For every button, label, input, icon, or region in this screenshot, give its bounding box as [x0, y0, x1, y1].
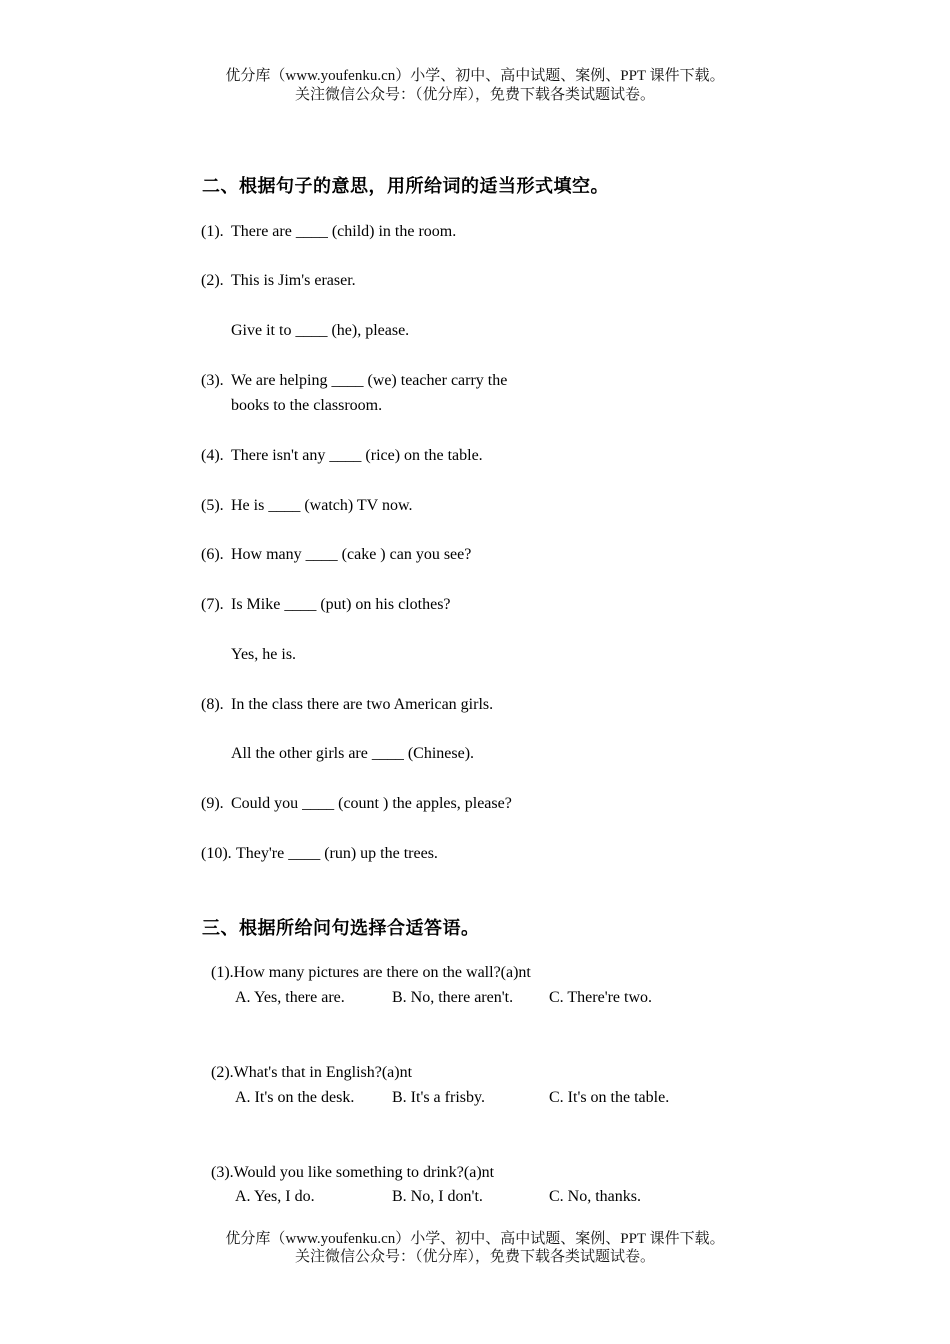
- option-a: A. Yes, there are.: [235, 989, 345, 1006]
- item-number: (7).: [201, 596, 224, 613]
- item-number: (3).: [201, 372, 224, 389]
- item-text: How many ____ (cake ) can you see?: [231, 546, 472, 563]
- item-text: Could you ____ (count ) the apples, please?: [231, 795, 512, 812]
- item-number: (6).: [201, 546, 224, 563]
- item-text: books to the classroom.: [231, 397, 383, 414]
- item-text: Give it to ____ (he), please.: [231, 322, 410, 339]
- footer-line-1: 优分库（www.youfenku.cn）小学、初中、高中试题、案例、PPT 课件下载。: [225, 1231, 725, 1247]
- item-number: (8).: [201, 696, 224, 713]
- header-line-1: 优分库（www.youfenku.cn）小学、初中、高中试题、案例、PPT 课件下载。: [225, 68, 725, 84]
- option-c: C. No, thanks.: [549, 1188, 641, 1205]
- item-text: In the class there are two American girls.: [231, 696, 494, 713]
- item-text: Yes, he is.: [231, 646, 297, 663]
- option-a: A. Yes, I do.: [235, 1188, 315, 1205]
- section-3-title: 三、根据所给问句选择合适答语。: [202, 918, 480, 939]
- question-text: (1).How many pictures are there on the wall?(a)nt: [211, 964, 531, 981]
- option-c: C. There're two.: [549, 989, 652, 1006]
- item-text: We are helping ____ (we) teacher carry the: [231, 372, 508, 389]
- item-text: This is Jim's eraser.: [231, 272, 356, 289]
- item-text: They're ____ (run) up the trees.: [236, 845, 438, 862]
- item-number: (2).: [201, 272, 224, 289]
- item-number: (5).: [201, 497, 224, 514]
- section-2-title: 二、根据句子的意思，用所给词的适当形式填空。: [202, 176, 609, 197]
- option-a: A. It's on the desk.: [235, 1089, 355, 1106]
- item-text: There isn't any ____ (rice) on the table.: [231, 447, 483, 464]
- item-number: (10).: [201, 845, 232, 862]
- item-text: Is Mike ____ (put) on his clothes?: [231, 596, 451, 613]
- option-b: B. It's a frisby.: [392, 1089, 485, 1106]
- item-text: He is ____ (watch) TV now.: [231, 497, 413, 514]
- header-line-2: 关注微信公众号：（优分库），免费下载各类试题试卷。: [294, 87, 655, 103]
- option-c: C. It's on the table.: [549, 1089, 670, 1106]
- question-text: (3).Would you like something to drink?(a)nt: [211, 1164, 495, 1181]
- option-b: B. No, I don't.: [392, 1188, 483, 1205]
- question-text: (2).What's that in English?(a)nt: [211, 1064, 413, 1081]
- item-text: There are ____ (child) in the room.: [231, 223, 457, 240]
- option-b: B. No, there aren't.: [392, 989, 514, 1006]
- item-number: (4).: [201, 447, 224, 464]
- item-text: All the other girls are ____ (Chinese).: [231, 745, 475, 762]
- item-number: (1).: [201, 223, 224, 240]
- item-number: (9).: [201, 795, 224, 812]
- footer-line-2: 关注微信公众号：（优分库），免费下载各类试题试卷。: [294, 1249, 655, 1265]
